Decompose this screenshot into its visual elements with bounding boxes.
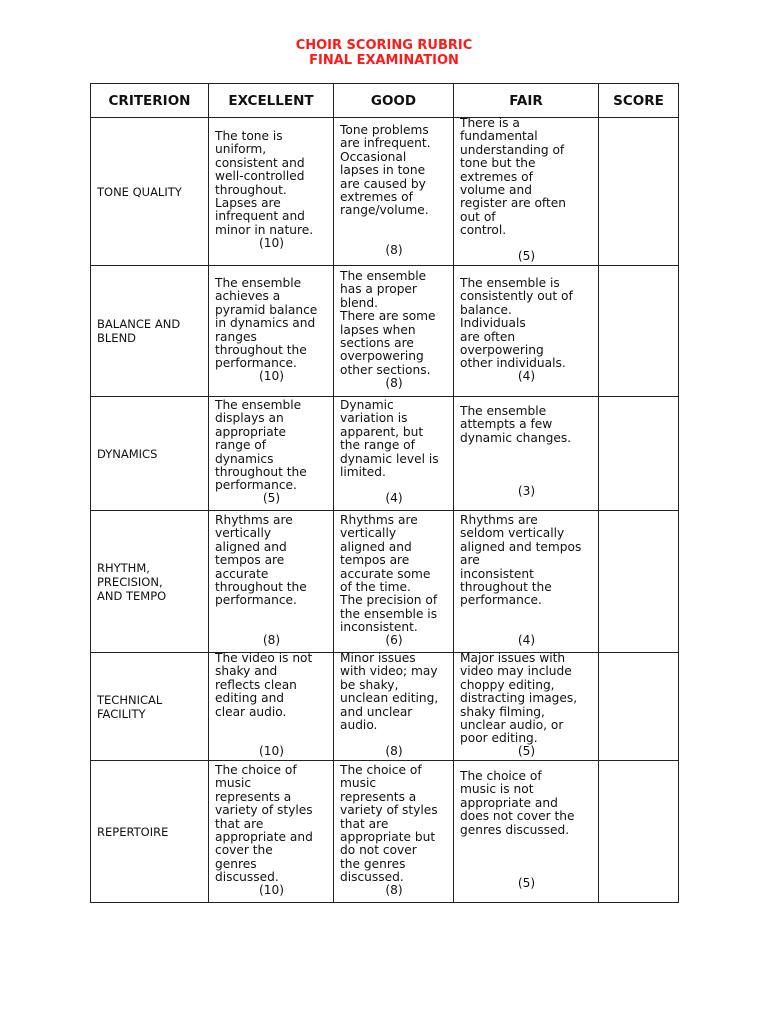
fair-description: The choice of music is not appropriate and does not cover the genres discussed.: [460, 769, 575, 837]
excellent-cell: [209, 653, 334, 761]
score-cell[interactable]: [599, 511, 679, 653]
excellent-description: The video is not shaky and reflects clean editing and clear audio.: [215, 651, 313, 719]
good-description: Rhythms are vertically aligned and tempos are accurate some of the time. The precision of the ensemble is inconsistent.: [340, 513, 438, 635]
excellent-cell: [209, 511, 334, 653]
fair-cell: [454, 118, 599, 266]
excellent-cell: [209, 118, 334, 266]
fair-points: (3): [517, 484, 536, 498]
rubric-row: [91, 761, 679, 903]
criterion-technical-facility: TECHNICAL FACILITY: [91, 653, 209, 761]
fair-cell: [454, 397, 599, 511]
fair-cell: [454, 653, 599, 761]
header-good: GOOD: [334, 84, 454, 118]
fair-points: (4): [517, 633, 536, 647]
fair-cell: [454, 511, 599, 653]
good-description: The choice of music represents a variety of styles that are appropriate but do not cover the genres discussed.: [340, 763, 438, 885]
good-description: Tone problems are infrequent. Occasional lapses in tone are caused by extremes of range/volume.: [340, 123, 431, 218]
good-cell: [334, 118, 454, 266]
fair-cell: [454, 761, 599, 903]
good-description: Minor issues with video; may be shaky, unclean editing, and unclear audio.: [340, 651, 439, 733]
good-points: (6): [385, 633, 403, 647]
criterion-dynamics: DYNAMICS: [91, 397, 209, 511]
excellent-description: The ensemble displays an appropriate range of dynamics throughout the performance.: [215, 398, 307, 493]
title-line-1: CHOIR SCORING RUBRIC: [295, 38, 473, 53]
header-fair: FAIR: [454, 84, 599, 118]
header-score: SCORE: [599, 84, 679, 118]
excellent-description: The ensemble achieves a pyramid balance in dynamics and ranges throughout the performance.: [215, 276, 318, 371]
fair-description: Major issues with video may include choppy editing, distracting images, shaky filming, unclear audio, or poor editing.: [460, 651, 578, 746]
score-cell[interactable]: [599, 118, 679, 266]
fair-points: (5): [517, 876, 536, 890]
good-points: (8): [385, 883, 403, 897]
fair-points: (5): [517, 249, 536, 263]
good-cell: [334, 761, 454, 903]
excellent-points: (8): [262, 633, 281, 647]
rubric-row: [91, 511, 679, 653]
score-cell[interactable]: [599, 266, 679, 397]
excellent-points: (10): [258, 883, 285, 897]
fair-points: (5): [517, 744, 536, 758]
score-cell[interactable]: [599, 761, 679, 903]
criterion-repertoire: REPERTOIRE: [91, 761, 209, 903]
rubric-row: [91, 266, 679, 397]
rubric-table: [90, 83, 679, 903]
header-criterion: CRITERION: [91, 84, 209, 118]
excellent-description: The choice of music represents a variety of styles that are appropriate and cover the genres discussed.: [215, 763, 313, 885]
criterion-rhythm-precision-tempo: RHYTHM, PRECISION, AND TEMPO: [91, 511, 209, 653]
good-points: (8): [385, 744, 403, 758]
document-title: [0, 38, 768, 68]
excellent-points: (10): [258, 744, 285, 758]
excellent-description: Rhythms are vertically aligned and tempos are accurate throughout the performance.: [215, 513, 307, 608]
criterion-tone-quality: TONE QUALITY: [91, 118, 209, 266]
good-cell: [334, 266, 454, 397]
good-cell: [334, 653, 454, 761]
good-points: (4): [385, 491, 403, 505]
fair-description: Rhythms are seldom vertically aligned and tempos are inconsistent throughout the performance.: [460, 513, 582, 608]
fair-description: The ensemble attempts a few dynamic changes.: [460, 404, 572, 445]
good-cell: [334, 511, 454, 653]
title-line-2: FINAL EXAMINATION: [309, 53, 459, 68]
good-description: Dynamic variation is apparent, but the range of dynamic level is limited.: [340, 398, 439, 480]
header-excellent: EXCELLENT: [209, 84, 334, 118]
excellent-cell: [209, 397, 334, 511]
excellent-points: (5): [262, 491, 281, 505]
good-description: The ensemble has a proper blend. There are some lapses when sections are overpowering other sections.: [340, 269, 436, 377]
fair-points: (4): [517, 369, 536, 383]
excellent-points: (10): [258, 369, 285, 383]
excellent-cell: [209, 266, 334, 397]
good-cell: [334, 397, 454, 511]
score-cell[interactable]: [599, 397, 679, 511]
score-cell[interactable]: [599, 653, 679, 761]
criterion-balance-blend: BALANCE AND BLEND: [91, 266, 209, 397]
excellent-description: The tone is uniform, consistent and well-controlled throughout. Lapses are infrequent and minor in nature.: [215, 129, 314, 237]
good-points: (8): [385, 376, 403, 390]
good-points: (8): [385, 243, 403, 257]
fair-cell: [454, 266, 599, 397]
header-row: [91, 84, 679, 118]
excellent-cell: [209, 761, 334, 903]
fair-description: The ensemble is consistently out of balance. Individuals are often overpowering other individuals.: [460, 276, 573, 371]
rubric-row: [91, 397, 679, 511]
rubric-row: [91, 118, 679, 266]
rubric-row: [91, 653, 679, 761]
fair-description: There is a fundamental understanding of tone but the extremes of volume and register are often out of control.: [460, 116, 566, 238]
excellent-points: (10): [258, 236, 285, 250]
